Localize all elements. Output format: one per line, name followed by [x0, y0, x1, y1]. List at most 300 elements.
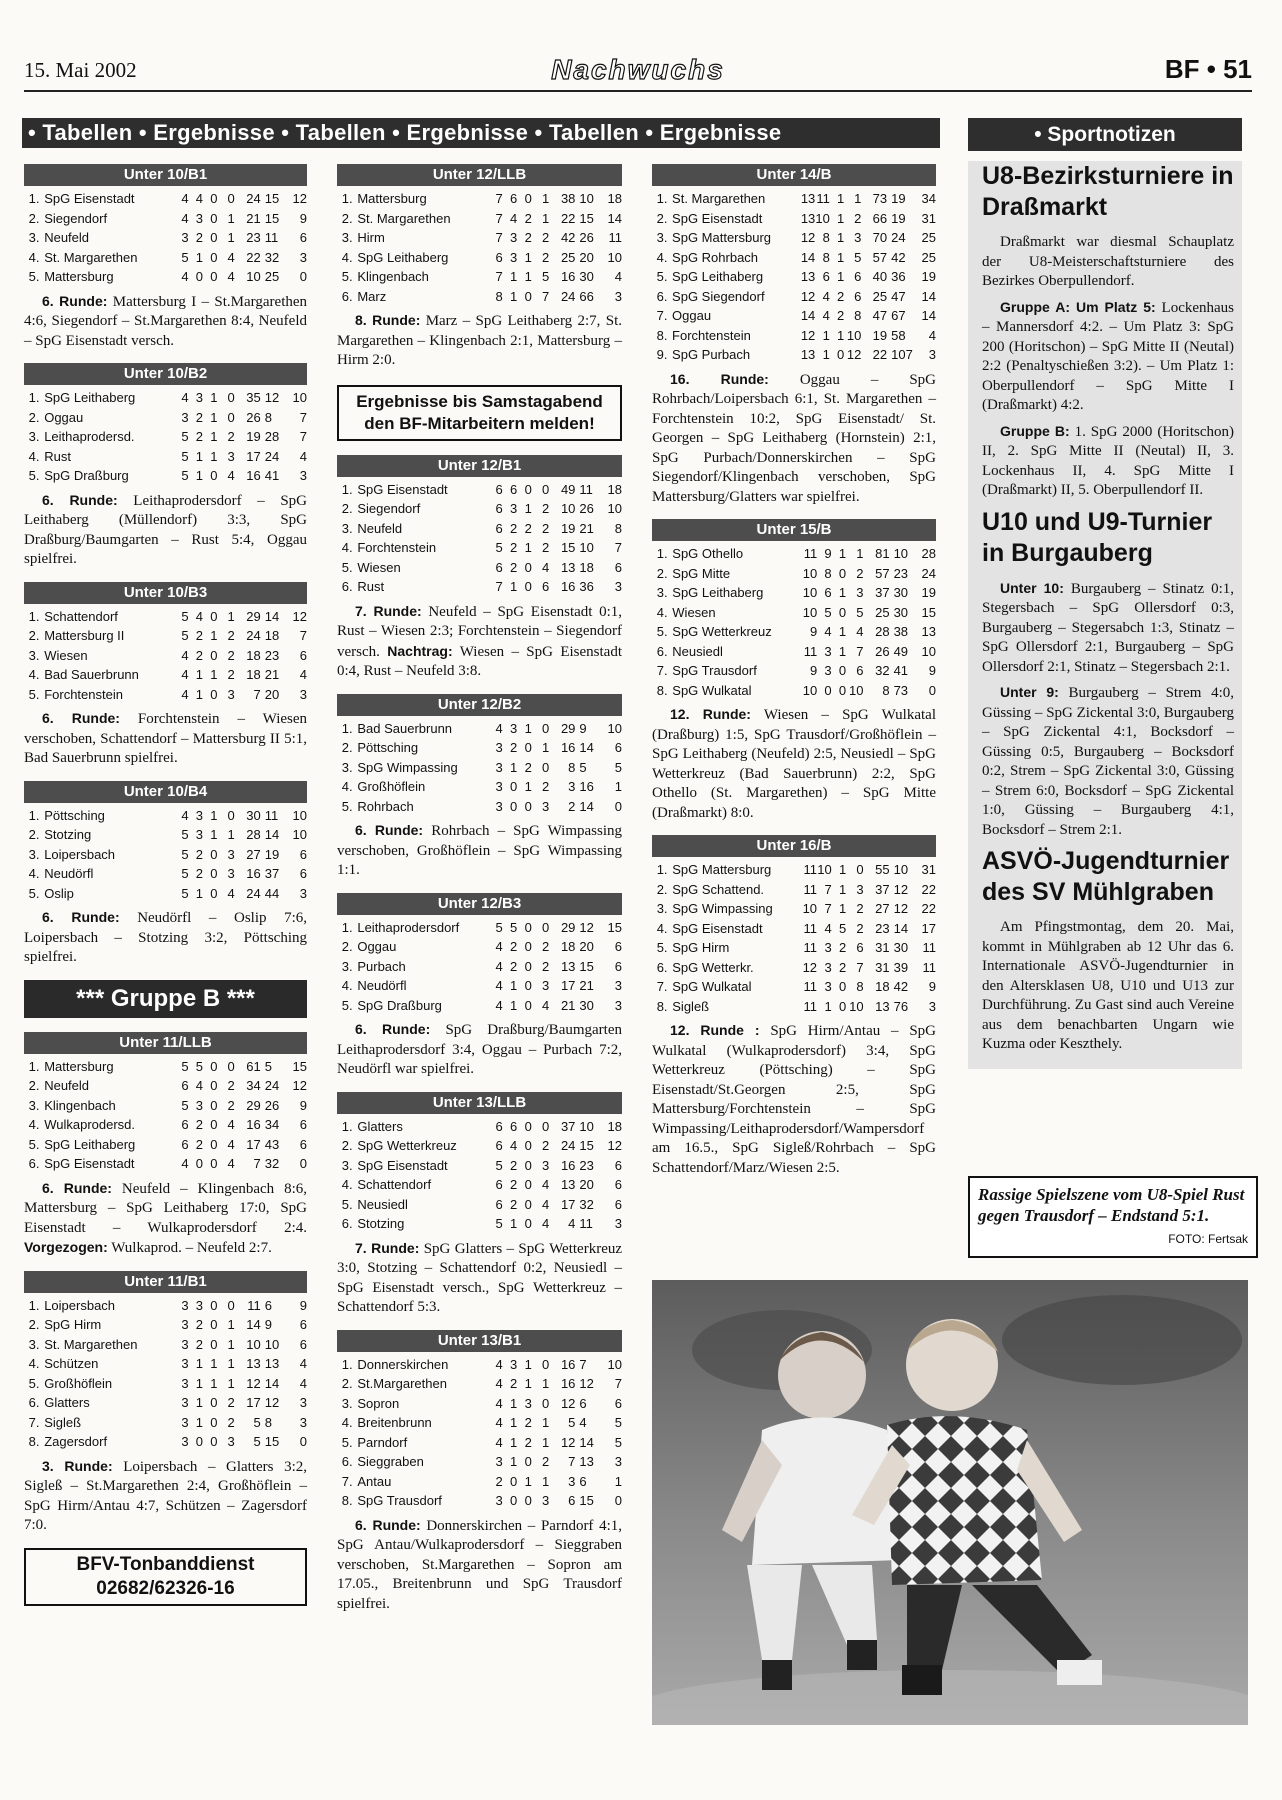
table-cell: 21	[579, 978, 594, 993]
table-cell: 6	[299, 1117, 307, 1132]
table-cell: 4	[822, 308, 830, 323]
table-cell: 9	[264, 1317, 272, 1332]
table-row	[337, 1175, 622, 1195]
table-row	[337, 1394, 622, 1414]
table-cell: 2	[495, 1473, 503, 1489]
table-cell: 11	[264, 230, 279, 245]
table-cell: 19	[891, 191, 906, 206]
table-cell: 2	[195, 846, 204, 862]
table-cell: 2	[227, 1395, 235, 1410]
table-cell: 3	[299, 468, 307, 483]
photo-credit: FOTO: Fertsak	[1168, 1232, 1248, 1246]
table-cell: 12	[802, 959, 818, 975]
table-cell: 6	[579, 1473, 587, 1489]
table-cell: 2.	[28, 1078, 40, 1093]
table-cell: 1	[195, 686, 204, 702]
table-cell: 4.	[28, 866, 40, 881]
table-cell: St.Margarethen	[357, 1376, 447, 1391]
table-cell: 4.	[28, 1356, 40, 1371]
table-cell: 4	[824, 920, 832, 936]
table-cell: 1.	[28, 1297, 40, 1313]
article-paragraph	[982, 683, 1234, 840]
table-cell: 5	[181, 429, 189, 444]
table-cell: 42	[893, 979, 909, 994]
table-cell: 0	[195, 1434, 204, 1449]
round-results	[24, 1457, 307, 1536]
table-cell: 6	[181, 1078, 189, 1093]
table-cell: 10	[607, 249, 622, 265]
table-cell: 1	[510, 1216, 518, 1231]
table-cell: 1	[836, 210, 845, 226]
table-cell: 24	[560, 1138, 576, 1153]
table-cell: 6	[299, 1336, 307, 1352]
table-title: Unter 15/B	[652, 519, 936, 541]
table-cell: 7	[299, 409, 307, 425]
table-cell: 6.	[341, 1216, 353, 1231]
youth-football-photo	[652, 1280, 1248, 1725]
table-cell: 4	[195, 191, 204, 206]
standings-block	[337, 455, 622, 682]
table-cell: 2	[227, 647, 235, 663]
table-cell: 10	[607, 1356, 622, 1372]
table-cell: 4	[824, 624, 832, 639]
table-cell: 2	[836, 308, 845, 323]
table-row	[337, 996, 622, 1016]
table-row	[652, 603, 936, 623]
page-header	[24, 52, 1252, 92]
table-cell: 2.	[341, 1376, 353, 1391]
table-cell: 24	[560, 288, 576, 304]
table-cell: 3	[299, 1414, 307, 1430]
table-cell: 67	[891, 308, 906, 323]
table-cell: Schattendorf	[44, 608, 118, 624]
table-row	[337, 1136, 622, 1156]
table-cell: Bad Sauerbrunn	[357, 720, 453, 736]
article-paragraph	[982, 422, 1234, 501]
table-cell: SpG Trausdorf	[672, 663, 757, 678]
table-cell: 36	[579, 579, 594, 594]
table-cell: 49	[893, 643, 909, 659]
table-cell: 14	[607, 210, 622, 226]
table-cell: 0	[928, 682, 936, 698]
table-cell: 0	[524, 1196, 532, 1212]
table-cell: 0	[210, 468, 218, 483]
table-cell: 4	[227, 269, 235, 284]
table-cell: 7	[495, 579, 503, 594]
table-row	[652, 583, 936, 603]
table-cell: 3	[181, 1375, 189, 1391]
table-title: Unter 13/LLB	[337, 1092, 622, 1114]
table-cell: 5.	[341, 1196, 353, 1212]
table-cell: 3	[181, 230, 189, 245]
table-cell: 22	[872, 347, 888, 362]
table-cell: 9	[809, 624, 818, 639]
table-cell: 1	[227, 1356, 235, 1371]
table-cell: 2.	[656, 565, 668, 581]
table-cell: 2.	[341, 740, 353, 755]
table-row	[24, 607, 307, 627]
standings-table	[24, 388, 307, 486]
table-cell: 3	[824, 959, 832, 975]
round-results	[337, 311, 622, 371]
table-cell: 26	[579, 230, 594, 245]
table-cell: 1	[510, 759, 518, 775]
table-cell: 3	[181, 1297, 189, 1313]
table-cell: 1.	[656, 546, 668, 561]
table-cell: 15	[579, 210, 594, 226]
table-cell: 0	[614, 1493, 622, 1508]
table-cell: 6	[181, 1136, 189, 1152]
table-cell: 1	[210, 1375, 218, 1391]
table-cell: 2	[195, 647, 204, 663]
table-row	[337, 519, 622, 539]
table-cell: 3	[510, 720, 518, 736]
notice-line: Ergebnisse bis Samstagabend	[356, 391, 603, 411]
table-cell: 11	[579, 1216, 593, 1231]
table-row	[24, 1057, 307, 1077]
table-cell: Leithaprodersdorf	[357, 919, 460, 935]
table-cell: 3.	[341, 520, 353, 536]
round-label: 6. Runde:	[42, 909, 120, 925]
table-cell: 19	[921, 585, 936, 600]
table-cell: 13	[800, 191, 816, 206]
table-title: Unter 12/B2	[337, 694, 622, 716]
table-cell: 4	[495, 958, 503, 974]
table-cell: 107	[891, 347, 913, 362]
table-cell: 1	[542, 1376, 550, 1391]
table-cell: Neufeld	[44, 230, 90, 245]
table-cell: 4	[181, 269, 189, 284]
issue-date: 15. Mai 2002	[24, 58, 137, 82]
table-cell: 11	[803, 920, 818, 936]
table-row	[337, 1433, 622, 1453]
table-cell: 5	[181, 1097, 189, 1113]
round-text: Donnerskirchen – Parndorf 4:1, SpG Antau/Wulkaprodersdorf – Sieggraben verschoben, St.Margarethen – Sopron am 17.05., Breitenbrunn und SpG Trausdorf spielfrei.	[337, 1517, 622, 1612]
table-cell: 6	[614, 1157, 622, 1173]
photo-illustration	[652, 1280, 1248, 1725]
table-cell: 41	[264, 468, 280, 483]
table-cell: 4.	[341, 978, 353, 993]
table-cell: Stotzing	[44, 827, 92, 842]
table-cell: 44	[264, 885, 280, 901]
table-cell: 10	[802, 901, 818, 916]
table-cell: 0	[542, 1118, 550, 1134]
table-row	[337, 1214, 622, 1234]
table-cell: 4	[299, 1375, 307, 1391]
table-cell: 70	[872, 230, 888, 245]
table-cell: 0	[195, 269, 204, 284]
table-cell: 16	[246, 468, 261, 483]
table-cell: Breitenbrunn	[357, 1415, 432, 1430]
table-cell: 5	[181, 827, 189, 842]
round-results	[337, 1516, 622, 1615]
table-row	[652, 919, 936, 939]
table-cell: 4	[495, 720, 503, 736]
table-cell: 1.	[341, 720, 353, 736]
table-cell: 37	[875, 881, 890, 897]
table-cell: 40	[872, 269, 888, 284]
standings-block	[24, 1271, 307, 1536]
table-cell: 26	[875, 643, 890, 659]
article-paragraph: Draßmarkt war diesmal Schauplatz der U8-Meisterschaftsturniere des Bezirkes Oberpullendorf.	[982, 234, 1234, 289]
table-cell: SpG Eisenstadt	[44, 1156, 135, 1171]
table-cell: 30	[893, 940, 909, 955]
table-cell: SpG Draßburg	[357, 997, 442, 1013]
table-cell: 6	[495, 1196, 503, 1212]
table-cell: 4	[181, 807, 189, 823]
table-cell: 66	[872, 210, 888, 226]
table-cell: 2	[510, 559, 518, 575]
table-cell: 3.	[341, 958, 353, 974]
table-cell: 4.	[28, 448, 40, 464]
table-cell: 0	[838, 979, 847, 994]
table-cell: 0	[210, 1317, 218, 1332]
table-cell: St. Margarethen	[672, 191, 766, 206]
table-cell: 32	[264, 249, 280, 265]
table-cell: 6.	[656, 959, 668, 975]
table-cell: 41	[893, 663, 909, 678]
table-cell: Hirm	[357, 230, 385, 245]
table-cell: 7	[614, 540, 622, 555]
table-cell: 7	[856, 959, 864, 975]
table-cell: 3	[614, 1216, 622, 1231]
round-label: 6. Runde:	[355, 822, 424, 838]
table-cell: 7.	[341, 1473, 353, 1489]
table-cell: 3	[181, 409, 189, 425]
table-cell: 12	[264, 1395, 280, 1410]
table-cell: 7	[495, 191, 503, 206]
table-cell: 2	[542, 1454, 550, 1469]
table-cell: 34	[246, 1078, 261, 1093]
table-cell: 6	[495, 249, 503, 265]
table-cell: 38	[893, 624, 909, 639]
table-row	[337, 1195, 622, 1215]
table-cell: 0	[210, 686, 218, 702]
table-cell: Sopron	[357, 1395, 400, 1411]
table-cell: 29	[246, 608, 261, 624]
table-cell: 7	[495, 210, 503, 226]
table-cell: 2	[838, 959, 847, 975]
table-cell: 13	[579, 1454, 594, 1469]
table-cell: 1	[227, 827, 235, 842]
table-row	[337, 248, 622, 268]
table-row	[24, 626, 307, 646]
table-cell: 9.	[656, 347, 668, 362]
table-cell: 4	[928, 327, 936, 343]
table-cell: 3.	[656, 230, 668, 245]
table-cell: 4	[227, 1136, 235, 1152]
article-headline: U10 und U9-Turnier in Burgauberg	[982, 507, 1213, 567]
table-cell: 1	[822, 347, 830, 362]
table-cell: SpG Mitte	[672, 565, 731, 581]
table-cell: 18	[246, 667, 261, 682]
table-cell: 25	[872, 288, 888, 304]
table-cell: 3.	[28, 1336, 40, 1352]
table-cell: 6	[614, 958, 622, 974]
table-cell: 1.	[341, 919, 353, 935]
table-cell: 13	[560, 958, 576, 974]
table-cell: 7	[824, 901, 832, 916]
table-cell: 6.	[28, 1395, 40, 1410]
table-cell: 1	[227, 608, 235, 624]
table-cell: SpG Hirm	[44, 1317, 102, 1332]
table-cell: 1	[227, 230, 235, 245]
table-cell: Wiesen	[44, 647, 88, 663]
table-cell: Schützen	[44, 1356, 99, 1371]
table-cell: 4	[495, 1356, 503, 1372]
table-cell: 2	[524, 1415, 532, 1430]
table-cell: 18	[560, 939, 576, 954]
table-cell: 22	[921, 881, 936, 897]
table-cell: 17	[560, 978, 576, 993]
table-row	[24, 189, 307, 209]
table-cell: 15	[292, 1058, 307, 1074]
table-cell: 14	[579, 798, 594, 814]
table-cell: 19	[246, 429, 261, 444]
table-row	[652, 681, 936, 701]
table-cell: 12	[292, 1078, 307, 1093]
table-cell: 1	[510, 579, 518, 594]
table-cell: 0	[524, 740, 532, 755]
article-headline: U8-Bezirksturniere in Draßmarkt	[982, 162, 1234, 221]
table-cell: 0	[542, 1395, 550, 1411]
round-text: Forchtenstein – Wiesen verschoben, Schattendorf – Mattersburg II 5:1, Bad Sauerbrunn spielfrei.	[24, 711, 308, 766]
table-cell: 17	[246, 1136, 261, 1152]
table-cell: SpG Eisenstadt	[672, 210, 763, 226]
table-cell: 2.	[341, 501, 353, 516]
table-cell: 18	[607, 481, 622, 497]
table-cell: 28	[875, 624, 890, 639]
table-cell: 14	[921, 308, 936, 323]
table-cell: 6	[299, 846, 307, 862]
table-cell: 1	[510, 1454, 518, 1469]
table-cell: 6.	[341, 288, 353, 304]
table-cell: 4.	[656, 249, 668, 265]
table-cell: 10	[893, 862, 909, 877]
round-text: Neudörfl – Oslip 7:6, Loipersbach – Stotzing 3:2, Pöttsching spielfrei.	[24, 910, 307, 965]
round-label: 6. Runde:	[42, 710, 120, 726]
table-cell: 3	[856, 881, 864, 897]
table-cell: 5	[264, 1058, 272, 1074]
table-cell: 3	[495, 779, 503, 794]
table-row	[337, 1452, 622, 1472]
round-results	[24, 292, 307, 352]
table-cell: Glatters	[357, 1118, 403, 1134]
table-cell: 55	[875, 862, 890, 877]
table-cell: 8	[824, 565, 832, 581]
table-cell: 14	[264, 608, 280, 624]
table-cell: 8	[264, 1414, 272, 1430]
table-cell: 14	[264, 1375, 280, 1391]
table-cell: 2	[227, 667, 235, 682]
table-cell: 11	[803, 546, 818, 561]
table-cell: 7	[253, 686, 261, 702]
table-cell: Stotzing	[357, 1216, 405, 1231]
table-cell: 1	[542, 740, 550, 755]
table-cell: 0	[299, 1156, 307, 1171]
table-cell: 2.	[341, 939, 353, 954]
table-cell: 0	[524, 1177, 532, 1192]
table-cell: 3	[510, 230, 518, 245]
table-cell: 4	[510, 210, 518, 226]
table-cell: 0	[210, 608, 218, 624]
table-cell: 18	[246, 647, 261, 663]
table-cell: 19	[264, 846, 280, 862]
table-cell: Neudörfl	[357, 978, 407, 993]
table-cell: 2	[542, 230, 550, 245]
table-cell: 2	[524, 759, 532, 775]
table-row	[24, 806, 307, 826]
table-cell: 1.	[28, 1058, 40, 1074]
table-cell: 2	[195, 1317, 204, 1332]
table-cell: 31	[921, 210, 936, 226]
table-row	[337, 1413, 622, 1433]
table-cell: 15	[607, 919, 622, 935]
table-row	[24, 447, 307, 467]
table-cell: Forchtenstein	[44, 686, 123, 702]
table-cell: Wiesen	[357, 559, 401, 575]
table-cell: St. Margarethen	[44, 1336, 138, 1352]
table-cell: 37	[875, 585, 890, 600]
table-cell: 81	[875, 546, 890, 561]
table-row	[337, 577, 622, 597]
table-row	[337, 1117, 622, 1137]
standings-table	[652, 860, 936, 1016]
table-cell: 1	[195, 468, 204, 483]
table-cell: 28	[264, 429, 280, 444]
table-cell: 3	[824, 663, 832, 678]
table-cell: 12	[292, 191, 307, 206]
table-cell: 13	[800, 269, 816, 284]
table-cell: 2	[836, 288, 845, 304]
round-text: Leithaprodersdorf – SpG Leithaberg (Müllendorf) 3:3, SpG Draßburg/Baumgarten – Rust 5:4, Oggau spielfrei.	[24, 492, 307, 567]
table-cell: 2	[542, 249, 550, 265]
table-cell: 0	[524, 1157, 532, 1173]
round-results	[337, 1239, 622, 1318]
table-cell: 4	[299, 1356, 307, 1371]
table-cell: 5	[181, 249, 189, 265]
table-cell: 8	[882, 682, 890, 698]
table-cell: 0	[524, 288, 532, 304]
table-cell: Mattersburg	[44, 1058, 114, 1074]
table-cell: 3	[495, 798, 503, 814]
table-title: Unter 13/B1	[337, 1330, 622, 1352]
table-cell: 3	[195, 807, 204, 823]
table-cell: 19	[891, 210, 906, 226]
table-cell: 8	[822, 230, 830, 245]
table-cell: 0	[210, 191, 218, 206]
table-cell: 5	[614, 1434, 622, 1450]
table-cell: 0	[210, 647, 218, 663]
table-row	[652, 345, 936, 365]
table-cell: 6	[495, 481, 503, 497]
table-cell: 6.	[28, 1156, 40, 1171]
table-cell: 4	[568, 1216, 576, 1231]
table-cell: 14	[921, 288, 936, 304]
table-cell: 22	[560, 210, 576, 226]
table-cell: 4	[195, 1078, 204, 1093]
table-title: Unter 11/LLB	[24, 1032, 307, 1054]
table-cell: 24	[246, 628, 261, 643]
table-cell: 1	[524, 249, 532, 265]
table-cell: 0	[542, 759, 550, 775]
table-cell: 3	[195, 390, 204, 405]
table-cell: 4	[542, 1196, 550, 1212]
table-cell: 2	[195, 409, 204, 425]
table-cell: 13	[921, 624, 936, 639]
table-cell: Klingenbach	[44, 1097, 116, 1113]
table-cell: 6.	[656, 288, 668, 304]
